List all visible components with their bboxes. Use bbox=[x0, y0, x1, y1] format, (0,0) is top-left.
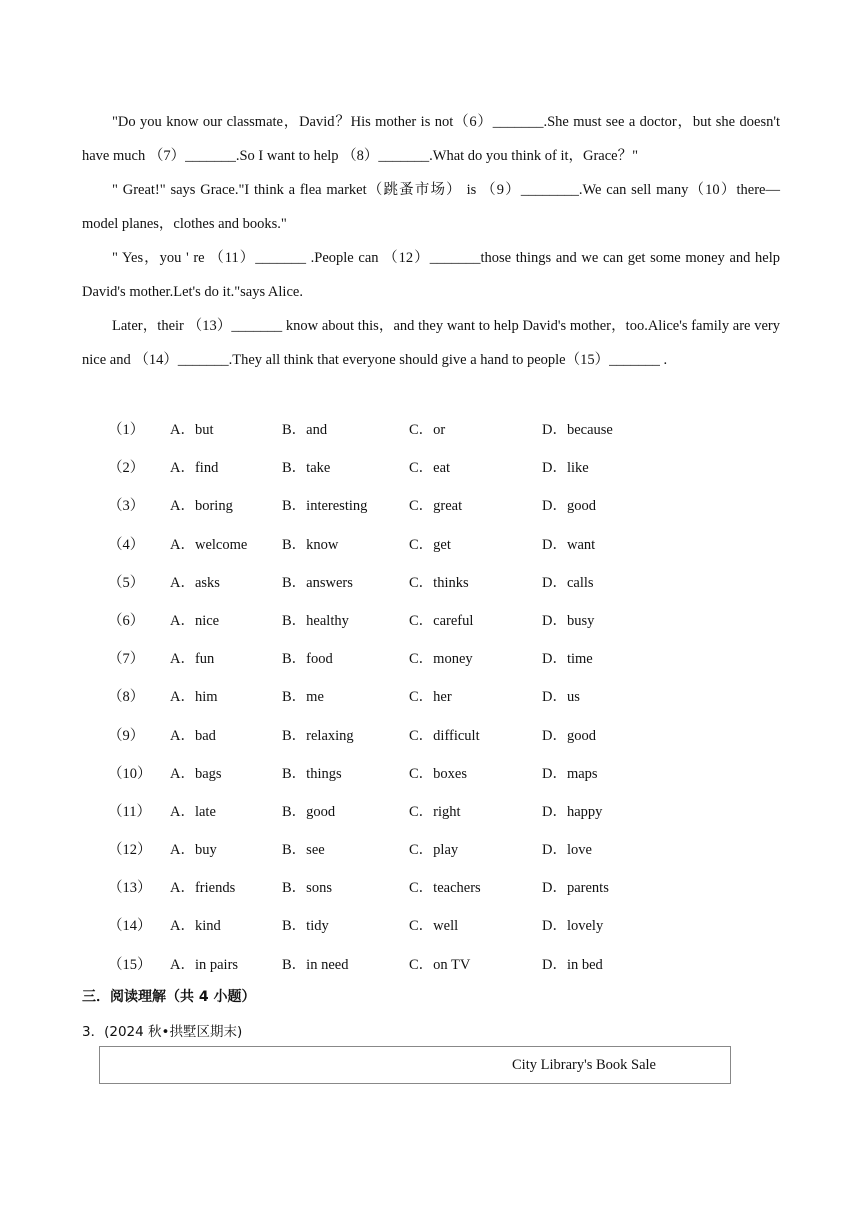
reading-title: City Library's Book Sale bbox=[512, 1057, 656, 1073]
question-number: （8） bbox=[108, 689, 145, 706]
option-row bbox=[108, 561, 728, 599]
option-a: A．buy bbox=[170, 842, 217, 859]
question-number: （3） bbox=[108, 498, 145, 515]
option-c: C．difficult bbox=[409, 727, 480, 744]
option-b: B．take bbox=[282, 460, 331, 477]
option-d: D．lovely bbox=[542, 918, 604, 935]
reading-title-box bbox=[99, 1046, 731, 1084]
option-a: A．find bbox=[170, 460, 219, 477]
option-row bbox=[108, 790, 728, 828]
option-c: C．boxes bbox=[409, 765, 467, 782]
option-b: B．things bbox=[282, 765, 342, 782]
question-number: （11） bbox=[108, 803, 151, 820]
option-row bbox=[108, 866, 728, 904]
option-a: A．kind bbox=[170, 918, 221, 935]
option-a: A．bad bbox=[170, 727, 216, 744]
option-row bbox=[108, 446, 728, 484]
option-b: B．healthy bbox=[282, 612, 349, 629]
option-row bbox=[108, 675, 728, 713]
question-number: （13） bbox=[108, 880, 152, 897]
option-b: B．tidy bbox=[282, 918, 329, 935]
option-c: C．great bbox=[409, 498, 463, 515]
option-c: C．thinks bbox=[409, 574, 469, 591]
option-row bbox=[108, 904, 728, 942]
option-d: D．like bbox=[542, 460, 589, 477]
option-c: C．eat bbox=[409, 460, 451, 477]
option-d: D．because bbox=[542, 422, 613, 438]
question-number: （12） bbox=[108, 842, 152, 859]
option-b: B．me bbox=[282, 689, 324, 706]
option-d: D．time bbox=[542, 651, 593, 668]
option-b: B．relaxing bbox=[282, 727, 354, 744]
option-a: A．boring bbox=[170, 498, 233, 515]
option-c: C．careful bbox=[409, 612, 474, 629]
section-heading: 三．阅读理解（共 4 小题） bbox=[82, 989, 256, 1005]
passage-paragraph: " Great!" says Grace."I think a flea market（跳蚤市场） is （9）________.We can sell many（10）there—model planes，clothes and books." bbox=[82, 182, 780, 232]
option-a: A．him bbox=[170, 689, 218, 706]
question-number: （14） bbox=[108, 918, 152, 935]
option-b: B．and bbox=[282, 422, 328, 438]
option-b: B．see bbox=[282, 842, 325, 859]
question-number: （1） bbox=[108, 422, 145, 438]
option-a: A．asks bbox=[170, 574, 220, 591]
option-d: D．want bbox=[542, 536, 596, 553]
option-d: D．good bbox=[542, 727, 596, 744]
option-row bbox=[108, 637, 728, 675]
option-c: C．teachers bbox=[409, 880, 481, 897]
passage-paragraph: "Do you know our classmate，David？His mother is not（6）_______.She must see a doctor，but she doesn't have much （7）_______.So I want to help （8）_______.What do you think of it，Grace？" bbox=[82, 114, 780, 164]
question-number: （6） bbox=[108, 612, 145, 629]
question-number: （2） bbox=[108, 460, 145, 477]
option-row bbox=[108, 752, 728, 790]
question-number: （7） bbox=[108, 651, 145, 668]
option-c: C．get bbox=[409, 536, 451, 553]
option-row bbox=[108, 408, 728, 446]
option-b: B．sons bbox=[282, 880, 332, 897]
option-c: C．or bbox=[409, 422, 446, 438]
option-a: A．nice bbox=[170, 612, 220, 629]
option-c: C．on TV bbox=[409, 956, 471, 973]
option-row bbox=[108, 523, 728, 561]
option-row bbox=[108, 828, 728, 866]
option-c: C．play bbox=[409, 842, 459, 859]
passage-paragraph: Later，their （13）_______ know about this，and they want to help David's mother，too.Alice's family are very nice and （14）_______.They all think that everyone should give a hand to people（15）_______ . bbox=[82, 318, 780, 368]
option-a: A．but bbox=[170, 422, 214, 438]
option-d: D．good bbox=[542, 498, 596, 515]
option-a: A．fun bbox=[170, 651, 215, 668]
option-b: B．in need bbox=[282, 956, 349, 973]
option-c: C．right bbox=[409, 803, 461, 820]
question-number: （9） bbox=[108, 727, 145, 744]
question-number: （4） bbox=[108, 536, 145, 553]
option-d: D．in bed bbox=[542, 956, 603, 973]
question-source: 3．(2024 秋•拱墅区期末) bbox=[82, 1024, 243, 1040]
option-b: B．interesting bbox=[282, 498, 368, 515]
option-row bbox=[108, 943, 728, 981]
option-d: D．happy bbox=[542, 803, 603, 820]
option-a: A．in pairs bbox=[170, 956, 239, 973]
option-a: A．friends bbox=[170, 880, 236, 897]
cloze-passage bbox=[82, 105, 780, 377]
option-b: B．good bbox=[282, 803, 336, 820]
option-b: B．know bbox=[282, 536, 339, 553]
option-d: D．calls bbox=[542, 574, 594, 591]
options-table bbox=[108, 408, 728, 981]
question-number: （5） bbox=[108, 574, 145, 591]
option-d: D．us bbox=[542, 689, 580, 706]
option-row bbox=[108, 599, 728, 637]
option-d: D．maps bbox=[542, 765, 598, 782]
option-d: D．parents bbox=[542, 880, 609, 897]
option-a: A．bags bbox=[170, 765, 222, 782]
question-number: （10） bbox=[108, 765, 152, 782]
option-c: C．well bbox=[409, 918, 459, 935]
option-a: A．late bbox=[170, 803, 216, 820]
option-b: B．answers bbox=[282, 574, 353, 591]
passage-paragraph: " Yes，you ' re （11）_______ .People can （12）_______those things and we can get some money and help David's mother.Let's do it."says Alice. bbox=[82, 250, 780, 300]
option-d: D．busy bbox=[542, 612, 595, 629]
question-number: （15） bbox=[108, 956, 152, 973]
option-a: A．welcome bbox=[170, 536, 248, 553]
option-c: C．money bbox=[409, 651, 473, 668]
option-b: B．food bbox=[282, 651, 333, 668]
option-d: D．love bbox=[542, 842, 592, 859]
option-row bbox=[108, 714, 728, 752]
option-row bbox=[108, 484, 728, 522]
option-c: C．her bbox=[409, 689, 452, 706]
